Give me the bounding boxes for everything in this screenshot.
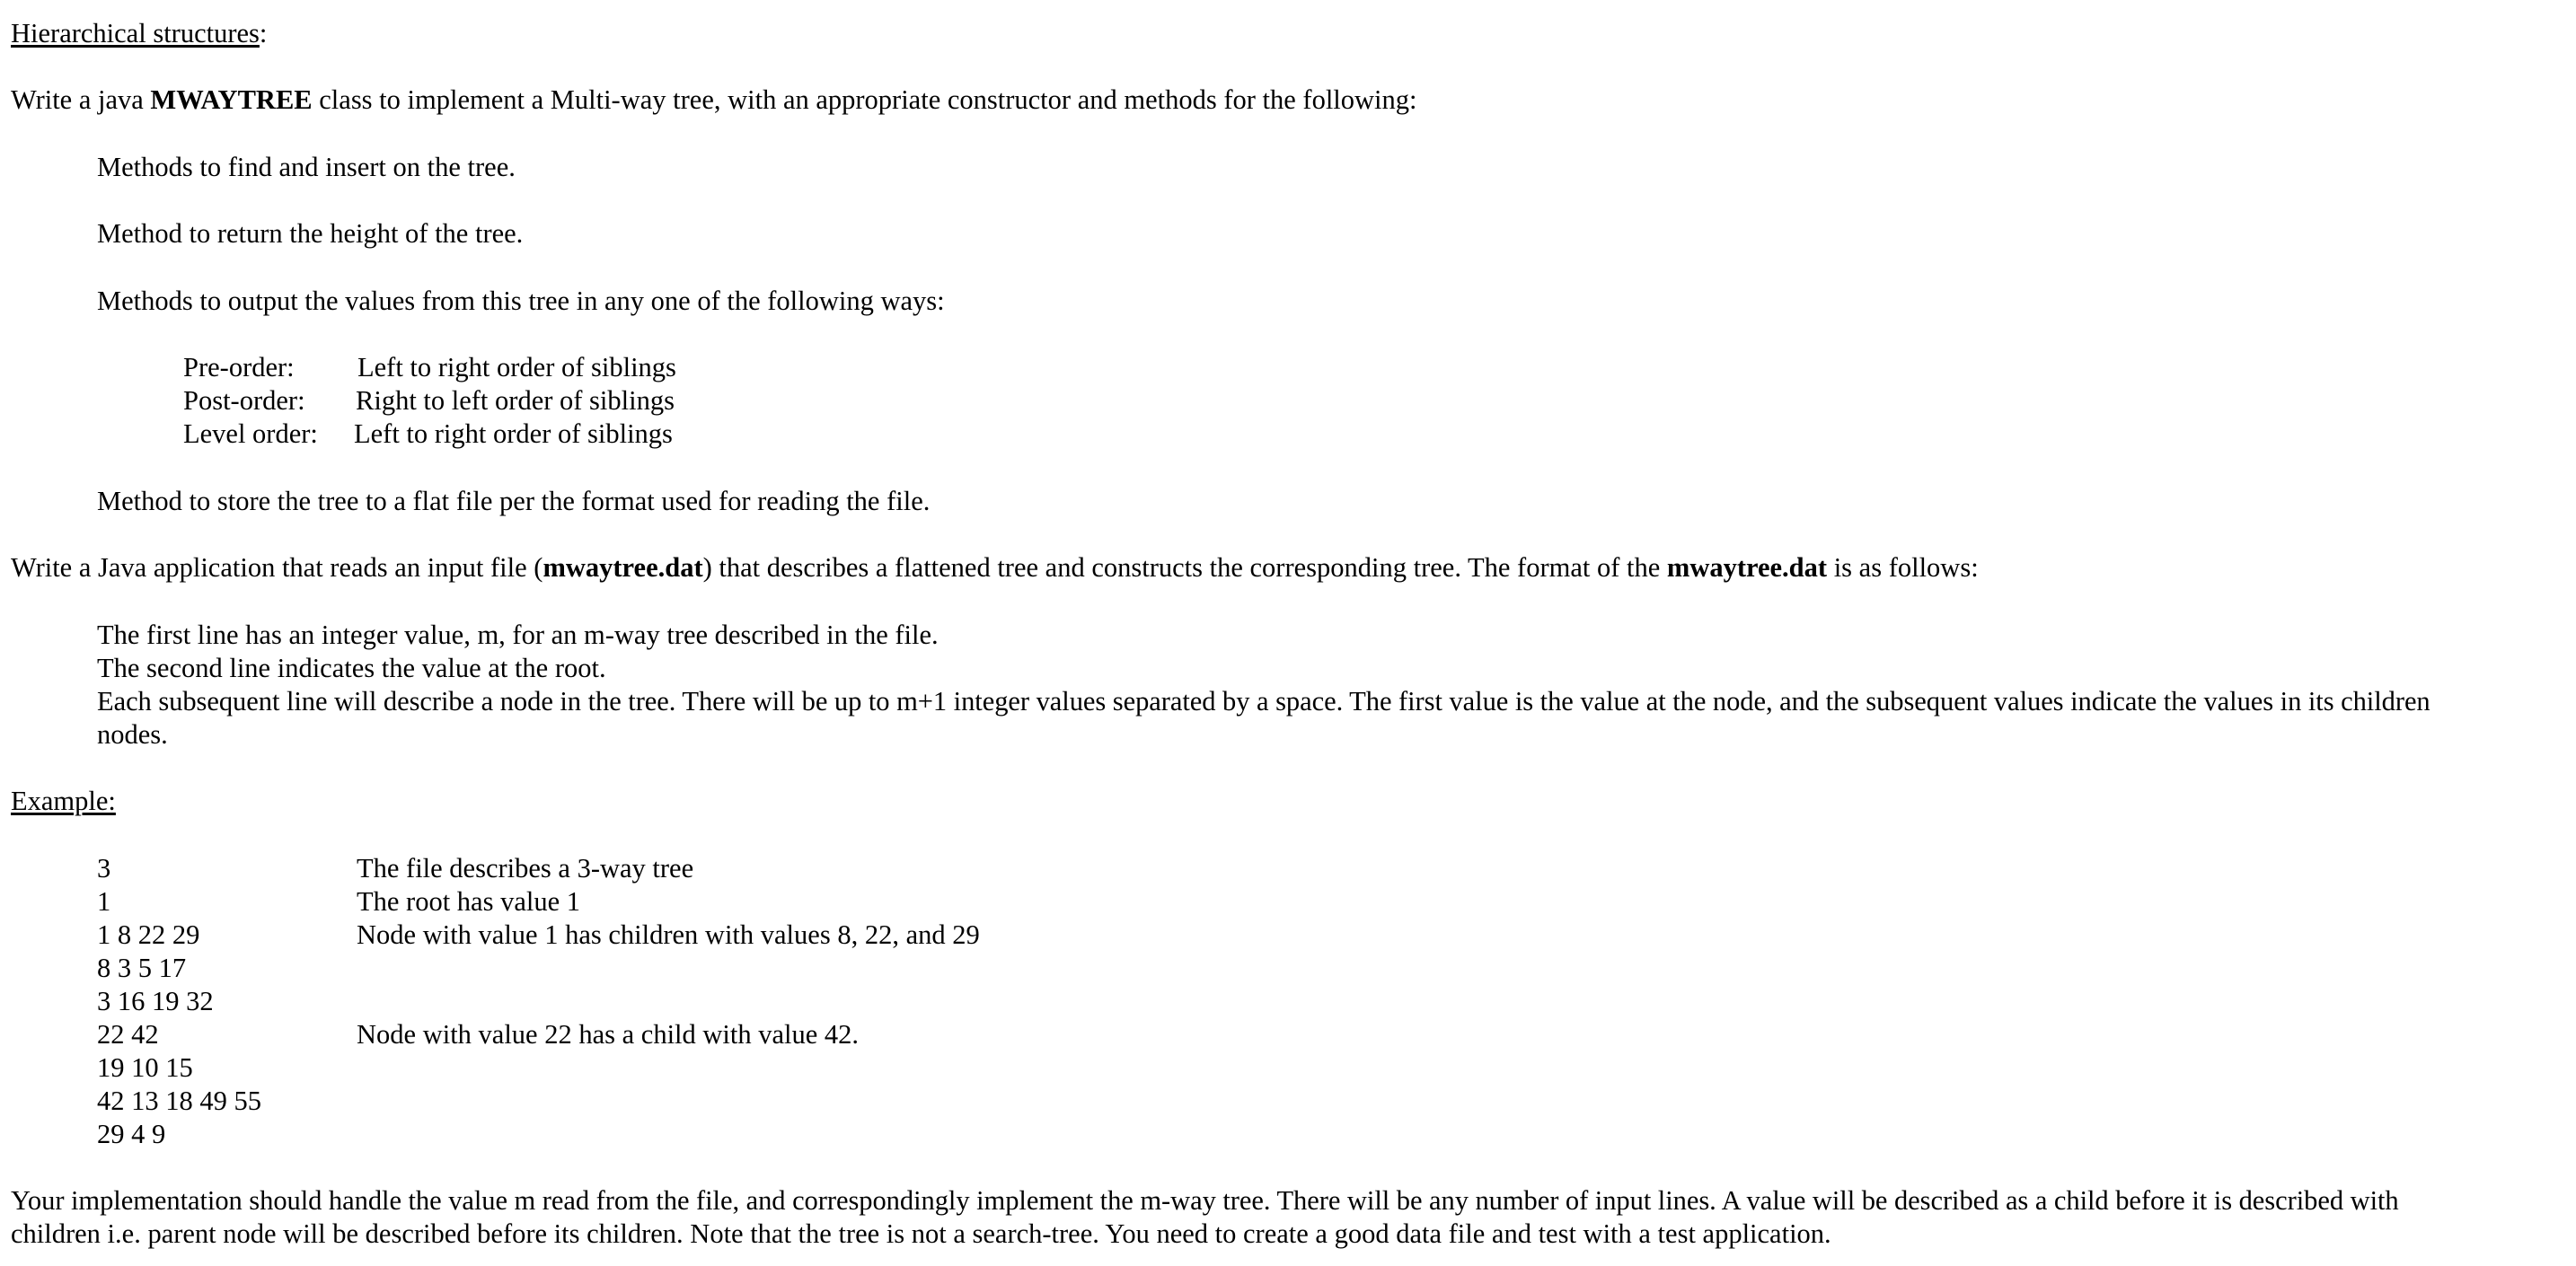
format-line-1: The first line has an integer value, m, for an m-way tree described in the file. <box>97 620 939 650</box>
format-line-3-cont: nodes. <box>97 719 168 750</box>
heading-colon: : <box>259 18 268 48</box>
example-note: The file describes a 3-way tree <box>357 853 694 884</box>
app-text-1: Write a Java application that reads an input file ( <box>11 552 543 583</box>
order-desc: Right to left order of siblings <box>356 385 675 416</box>
order-term: Post-order: <box>183 385 305 416</box>
example-note: Node with value 1 has children with values 8, 22, and 29 <box>357 919 980 950</box>
order-term: Pre-order: <box>183 352 295 382</box>
method-find-insert: Methods to find and insert on the tree. <box>97 152 516 182</box>
example-note: Node with value 22 has a child with value 42. <box>357 1019 860 1050</box>
method-store: Method to store the tree to a flat file per the format used for reading the file. <box>97 486 931 516</box>
app-text-3: is as follows: <box>1827 552 1979 583</box>
example-data-line: 8 3 5 17 <box>97 953 187 983</box>
order-levelorder <box>183 420 673 448</box>
order-desc: Left to right order of siblings <box>357 352 676 382</box>
heading <box>11 20 267 48</box>
example-data-line: 42 13 18 49 55 <box>97 1086 261 1116</box>
order-desc: Left to right order of siblings <box>354 418 673 449</box>
example-data-line: 3 <box>97 853 111 884</box>
intro-paragraph <box>11 86 1417 114</box>
example-label-text: Example: <box>11 786 116 816</box>
closing-line-2: children i.e. parent node will be described before its children. Note that the tree is not a search-tree. You need to create a good data file and test with a test application. <box>11 1218 1831 1249</box>
example-data-line: 19 10 15 <box>97 1052 193 1083</box>
app-text-2: ) that describes a flattened tree and constructs the corresponding tree. The format of the <box>702 552 1667 583</box>
file-name: mwaytree.dat <box>1666 552 1828 583</box>
method-height: Method to return the height of the tree. <box>97 218 524 249</box>
example-data-line: 22 42 <box>97 1019 159 1050</box>
example-data-line: 3 16 19 32 <box>97 986 214 1016</box>
example-data-line: 29 4 9 <box>97 1119 166 1149</box>
format-line-2: The second line indicates the value at the root. <box>97 653 606 683</box>
heading-title: Hierarchical structures <box>11 18 260 48</box>
order-postorder <box>183 387 675 415</box>
example-data-line: 1 <box>97 886 111 917</box>
method-output: Methods to output the values from this tree in any one of the following ways: <box>97 286 945 316</box>
file-name: mwaytree.dat <box>543 552 703 583</box>
example-label <box>11 787 116 815</box>
class-name: MWAYTREE <box>150 84 313 115</box>
example-note: The root has value 1 <box>357 886 581 917</box>
order-preorder <box>183 354 676 382</box>
intro-prefix: Write a java <box>11 84 151 115</box>
app-paragraph <box>11 554 1979 582</box>
closing-line-1: Your implementation should handle the value m read from the file, and correspondingly implement the m-way tree. There will be any number of input lines. A value will be described as a child before it is described with <box>11 1185 2399 1216</box>
order-term: Level order: <box>183 418 318 449</box>
intro-suffix: class to implement a Multi-way tree, with an appropriate constructor and methods for the following: <box>312 84 1417 115</box>
example-data-line: 1 8 22 29 <box>97 919 200 950</box>
format-line-3: Each subsequent line will describe a node in the tree. There will be up to m+1 integer values separated by a space. The first value is the value at the node, and the subsequent values indicate the values in its children <box>97 686 2430 717</box>
